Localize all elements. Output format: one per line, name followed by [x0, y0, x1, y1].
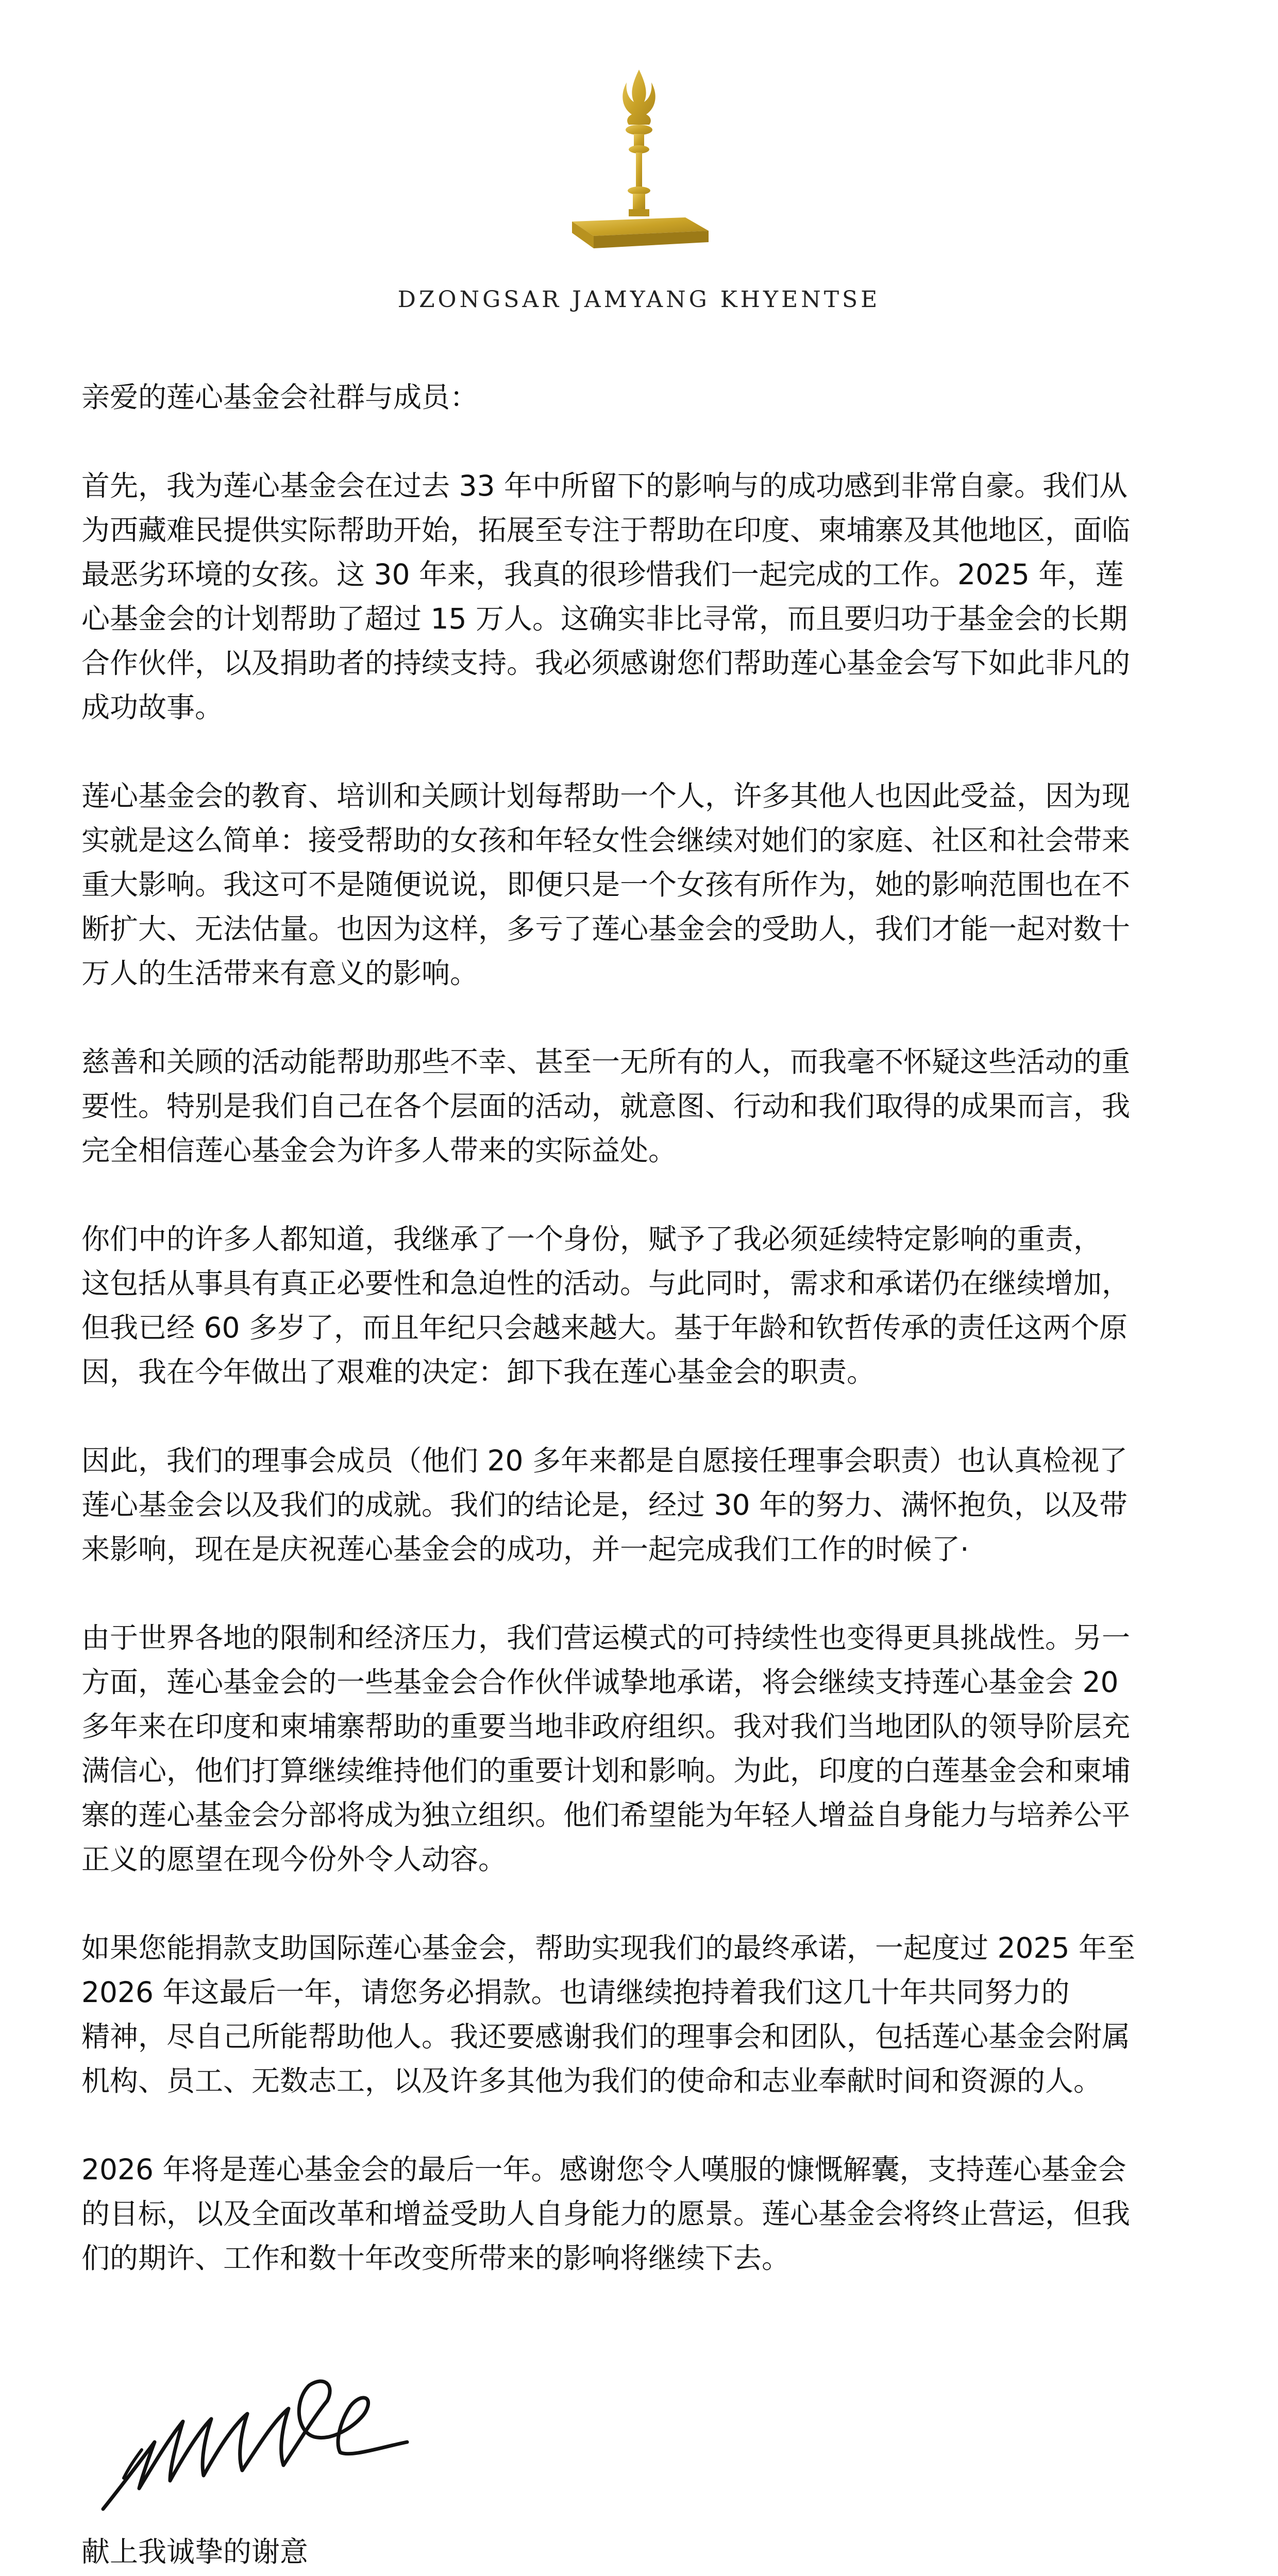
- golden-vajra-pillar-icon: [562, 67, 716, 258]
- paragraph-line: 的目标，以及全面改革和增益受助人自身能力的愿景。莲心基金会将终止营运，但我: [81, 2197, 1131, 2230]
- paragraph-line: 为西藏难民提供实际帮助开始，拓展至专注于帮助在印度、柬埔寨及其他地区，面临: [81, 514, 1131, 547]
- paragraph-line: 2026 年将是莲心基金会的最后一年。感谢您令人嘆服的慷慨解囊，支持莲心基金会: [81, 2153, 1126, 2186]
- paragraph-line: 断扩大、无法估量。也因为这样，多亏了莲心基金会的受助人，我们才能一起对数十: [81, 912, 1131, 945]
- paragraph-line: 来影响，现在是庆祝莲心基金会的成功，并一起完成我们工作的时候了·: [81, 1533, 969, 1566]
- paragraph-line: 要性。特别是我们自己在各个层面的活动，就意图、行动和我们取得的成果而言，我: [81, 1090, 1131, 1123]
- paragraph-line: 精神，尽自己所能帮助他人。我还要感谢我们的理事会和团队，包括莲心基金会附属: [81, 2020, 1131, 2053]
- paragraph-line: 莲心基金会以及我们的成就。我们的结论是，经过 30 年的努力、满怀抱负，以及带: [81, 1488, 1128, 1521]
- paragraph-line: 你们中的许多人都知道，我继承了一个身份，赋予了我必须延续特定影响的重责，: [81, 1223, 1102, 1256]
- paragraph-line: 这包括从事具有真正必要性和急迫性的活动。与此同时，需求和承诺仍在继续增加，: [81, 1267, 1131, 1300]
- paragraph-line: 满信心，他们打算继续维持他们的重要计划和影响。为此，印度的白莲基金会和柬埔: [81, 1754, 1131, 1787]
- paragraph-line: 正义的愿望在现今份外令人动容。: [81, 1843, 507, 1876]
- paragraph-line: 多年来在印度和柬埔寨帮助的重要当地非政府组织。我对我们当地团队的领导阶层充: [81, 1710, 1131, 1743]
- paragraph-6: [81, 1616, 1197, 1882]
- paragraph-line: 寨的莲心基金会分部将成为独立组织。他们希望能为年轻人增益自身能力与培养公平: [81, 1799, 1131, 1832]
- paragraph-1: [81, 464, 1197, 730]
- closing-line: 献上我诚挚的谢意: [81, 2535, 309, 2568]
- paragraph-line: 方面，莲心基金会的一些基金会合作伙伴诚挚地承诺，将会继续支持莲心基金会 20: [81, 1666, 1119, 1699]
- paragraph-line: 万人的生活带来有意义的影响。: [81, 957, 479, 990]
- paragraph-2: [81, 774, 1197, 995]
- paragraph-line: 首先，我为莲心基金会在过去 33 年中所留下的影响与的成功感到非常自豪。我们从: [81, 469, 1128, 502]
- paragraph-line: 因此，我们的理事会成员（他们 20 多年来都是自愿接任理事会职责）也认真检视了: [81, 1444, 1128, 1477]
- paragraph-line: 完全相信莲心基金会为许多人带来的实际益处。: [81, 1134, 677, 1167]
- paragraph-line: 心基金会的计划帮助了超过 15 万人。这确实非比寻常，而且要归功于基金会的长期: [81, 602, 1128, 635]
- paragraph-line: 由于世界各地的限制和经济压力，我们营运模式的可持续性也变得更具挑战性。另一: [81, 1621, 1131, 1654]
- signer-name: [81, 2574, 450, 2576]
- paragraph-line: 莲心基金会的教育、培训和关顾计划每帮助一个人，许多其他人也因此受益，因为现: [81, 779, 1131, 812]
- paragraph-3: [81, 1040, 1197, 1173]
- paragraph-line: 2026 年这最后一年，请您务必捐款。也请继续抱持着我们这几十年共同努力的: [81, 1976, 1070, 2009]
- letter-body: [81, 375, 1197, 2325]
- paragraph-line: 重大影响。我这可不是随便说说，即便只是一个女孩有所作为，她的影响范围也在不: [81, 868, 1131, 901]
- paragraph-7: [81, 1926, 1197, 2103]
- paragraph-line: 合作伙伴，以及捐助者的持续支持。我必须感谢您们帮助莲心基金会写下如此非凡的: [81, 647, 1131, 680]
- paragraph-line: 实就是这么简单：接受帮助的女孩和年轻女性会继续对她们的家庭、社区和社会带来: [81, 824, 1131, 857]
- paragraph-line: 们的期许、工作和数十年改变所带来的影响将继续下去。: [81, 2242, 791, 2275]
- paragraph-line: 慈善和关顾的活动能帮助那些不幸、甚至一无所有的人，而我毫不怀疑这些活动的重: [81, 1045, 1131, 1078]
- paragraph-line: 但我已经 60 多岁了，而且年纪只会越来越大。基于年龄和钦哲传承的责任这两个原: [81, 1311, 1128, 1344]
- paragraph-line: 因，我在今年做出了艰难的决定：卸下我在莲心基金会的职责。: [81, 1355, 876, 1388]
- paragraph-5: [81, 1438, 1197, 1571]
- paragraph-line: 机构、员工、无数志工，以及许多其他为我们的使命和志业奉献时间和资源的人。: [81, 2064, 1102, 2097]
- paragraph-line: 最恶劣环境的女孩。这 30 年来，我真的很珍惜我们一起完成的工作。2025 年，莲: [81, 558, 1124, 591]
- paragraph-8: [81, 2147, 1197, 2280]
- paragraph-4: [81, 1217, 1197, 1394]
- paragraph-line: 如果您能捐款支助国际莲心基金会，帮助实现我们的最终承诺，一起度过 2025 年至: [81, 1931, 1135, 1964]
- paragraph-line: 成功故事。: [81, 691, 224, 724]
- greeting: 亲爱的莲心基金会社群与成员：: [81, 381, 479, 414]
- brand-name: DZONGSAR JAMYANG KHYENTSE: [397, 286, 881, 313]
- handwritten-signature: [93, 2365, 412, 2519]
- closing-block: [81, 2530, 450, 2576]
